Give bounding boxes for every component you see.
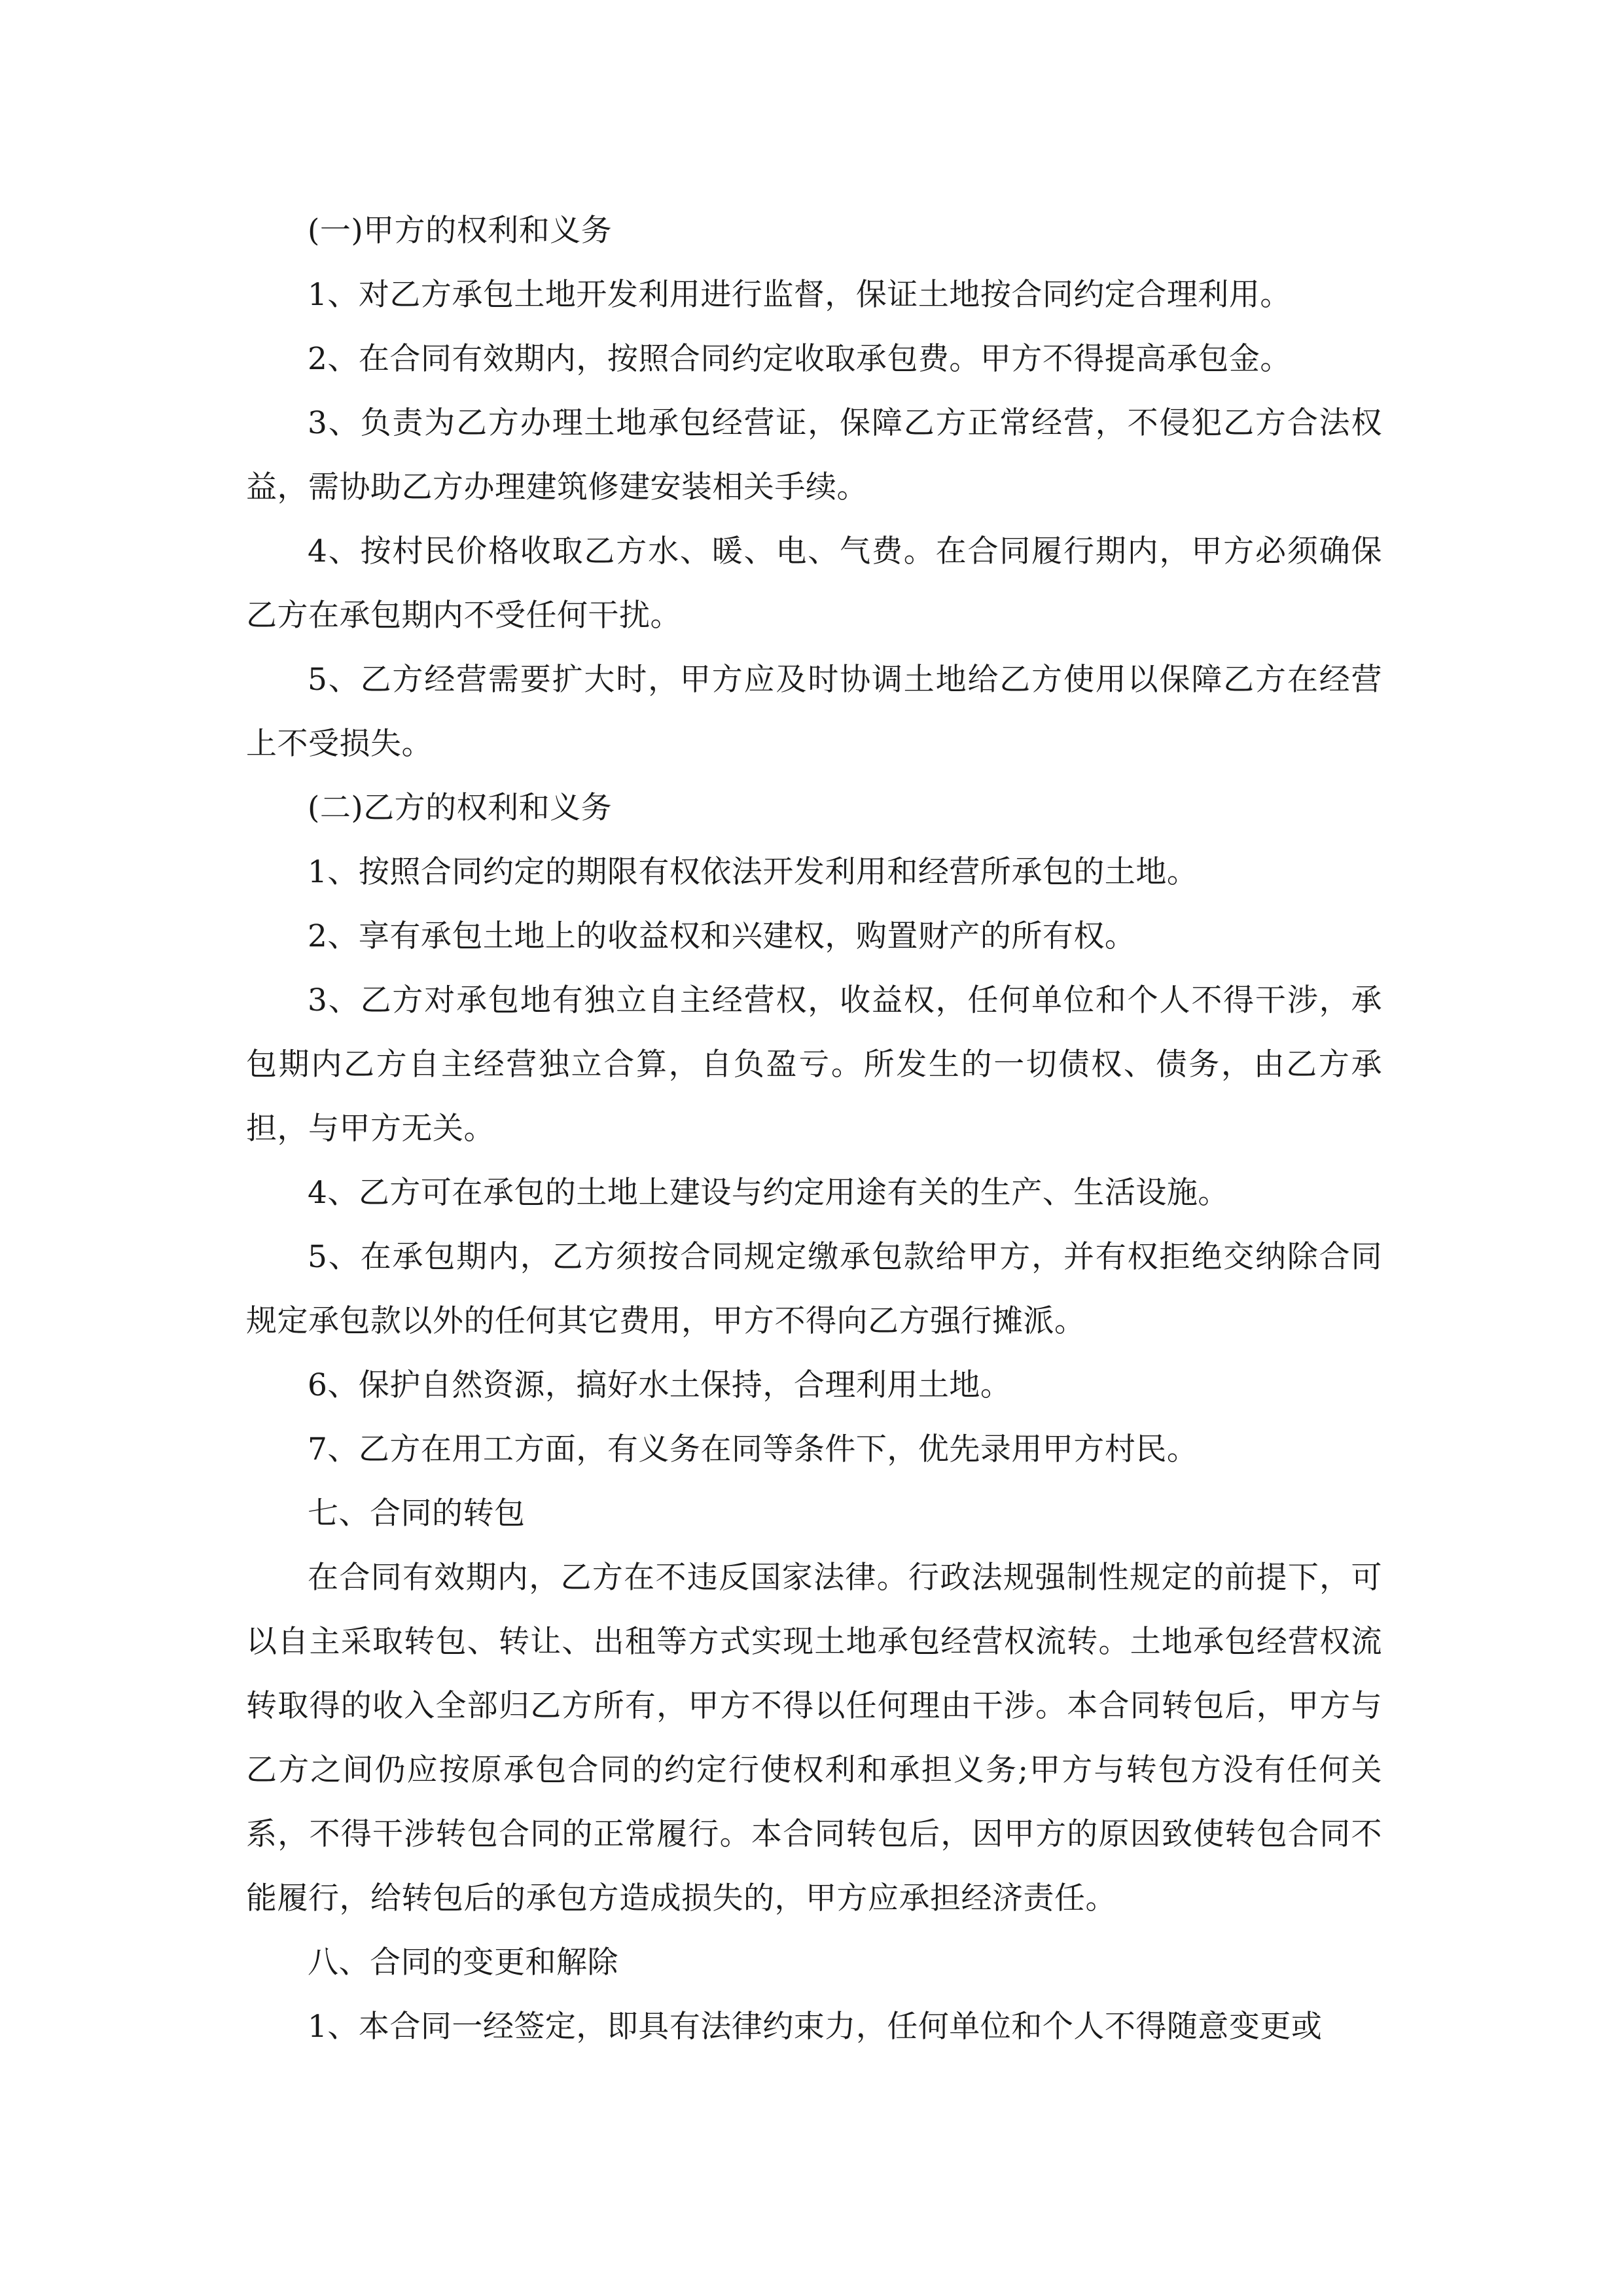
paragraph: 5、在承包期内，乙方须按合同规定缴承包款给甲方，并有权拒绝交纳除合同规定承包款以外的任何其它费用，甲方不得向乙方强行摊派。	[246, 1239, 1382, 1339]
paragraph: 3、负责为乙方办理土地承包经营证，保障乙方正常经营，不侵犯乙方合法权益，需协助乙方办理建筑修建安装相关手续。	[246, 405, 1382, 505]
paragraph: 2、在合同有效期内，按照合同约定收取承包费。甲方不得提高承包金。	[308, 341, 1291, 377]
paragraph: 1、对乙方承包土地开发利用进行监督，保证土地按合同约定合理利用。	[308, 277, 1291, 313]
paragraph: 4、按村民价格收取乙方水、暖、电、气费。在合同履行期内，甲方必须确保乙方在承包期内不受任何干扰。	[246, 533, 1382, 634]
paragraph: 3、乙方对承包地有独立自主经营权，收益权，任何单位和个人不得干涉，承包期内乙方自主经营独立合算，自负盈亏。所发生的一切债权、债务，由乙方承担，与甲方无关。	[246, 982, 1382, 1147]
paragraph: 5、乙方经营需要扩大时，甲方应及时协调土地给乙方使用以保障乙方在经营上不受损失。	[246, 662, 1382, 762]
paragraph: 2、享有承包土地上的收益权和兴建权，购置财产的所有权。	[308, 918, 1136, 954]
paragraph: 在合同有效期内，乙方在不违反国家法律。行政法规强制性规定的前提下，可以自主采取转包、转让、出租等方式实现土地承包经营权流转。土地承包经营权流转取得的收入全部归乙方所有，甲方不得以任何理由干涉。本合同转包后，甲方与乙方之间仍应按原承包合同的约定行使权利和承担义务;甲方与转包方没有任何关系，不得干涉转包合同的正常履行。本合同转包后，因甲方的原因致使转包合同不能履行，给转包后的承包方造成损失的，甲方应承担经济责任。	[246, 1560, 1382, 1916]
section-heading-party-b: (二)乙方的权利和义务	[308, 790, 613, 826]
section-heading-modification: 八、合同的变更和解除	[308, 1945, 618, 1981]
paragraph: 6、保护自然资源，搞好水土保持，合理利用土地。	[308, 1367, 1012, 1403]
paragraph: 4、乙方可在承包的土地上建设与约定用途有关的生产、生活设施。	[308, 1175, 1229, 1211]
paragraph: 7、乙方在用工方面，有义务在同等条件下，优先录用甲方村民。	[308, 1431, 1198, 1467]
paragraph: 1、按照合同约定的期限有权依法开发利用和经营所承包的土地。	[308, 854, 1198, 890]
section-heading-party-a: (一)甲方的权利和义务	[308, 213, 613, 249]
document-body	[246, 199, 1382, 2059]
section-heading-subcontract: 七、合同的转包	[308, 1496, 526, 1532]
paragraph: 1、本合同一经签定，即具有法律约束力，任何单位和个人不得随意变更或	[308, 2009, 1323, 2045]
